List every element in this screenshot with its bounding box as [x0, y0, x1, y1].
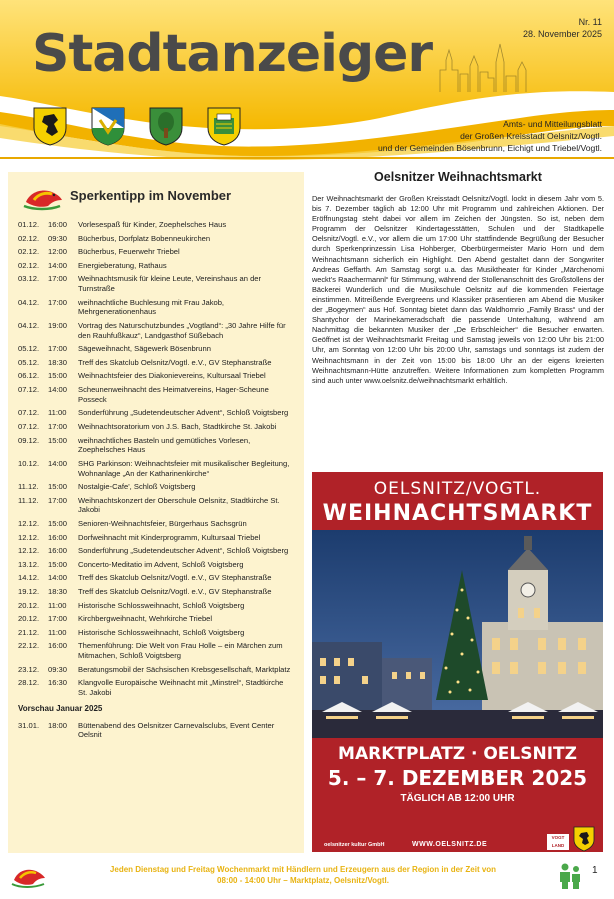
- event-date: 04.12.: [18, 297, 40, 307]
- sperk-bird-icon: [20, 180, 66, 212]
- event-description: weihnachtliche Buchlesung mit Frau Jakob, Mehrgenerationenhaus: [78, 297, 225, 317]
- event-item: [18, 628, 294, 638]
- event-description: Nostalgie-Cafe', Schloß Voigtsberg: [78, 482, 196, 492]
- event-date: 10.12.: [18, 458, 40, 468]
- event-time: 16:00: [48, 220, 68, 229]
- event-item: [18, 298, 294, 317]
- event-item: [18, 261, 294, 271]
- event-item: [18, 519, 294, 529]
- event-item: [18, 385, 294, 404]
- event-description: Klangvolle Europäische Weihnacht mit „Minstrel“, Stadtkirche St. Jakobi: [78, 678, 284, 697]
- event-date: 05.12.: [18, 344, 40, 354]
- event-description: Weihnachtsfeier des Diakonievereins, Kultursaal Triebel: [78, 371, 266, 381]
- event-item: [18, 546, 294, 556]
- event-description: Sonderführung „Sudetendeutscher Advent“, Schloß Voigtsberg: [78, 408, 289, 418]
- event-time: 17:00: [48, 297, 68, 307]
- event-date: 21.12.: [18, 627, 40, 637]
- event-item: [18, 436, 294, 455]
- event-description: Weihnachtsoratorium von J.S. Bach, Stadtkirche St. Jakobi: [78, 421, 277, 431]
- preview-title: Vorschau Januar 2025: [18, 703, 103, 713]
- event-date: 01.12.: [18, 220, 40, 229]
- event-date: 20.12.: [18, 614, 40, 624]
- poster-header: [312, 472, 603, 530]
- event-item: [18, 614, 294, 624]
- event-description: Weihnachtskonzert der Oberschule Oelsnitz, Stadtkirche St. Jakobi: [78, 495, 280, 515]
- event-item: [18, 371, 294, 381]
- subtitle-line: Amts- und Mitteilungsblatt: [503, 119, 602, 129]
- event-description: SHG Parkinson: Weihnachtsfeier mit musikalischer Begleitung, Wohnanlage „An der Katharinenkirche“: [78, 458, 290, 478]
- event-item: [18, 601, 294, 611]
- event-time: 11:00: [48, 408, 67, 418]
- page-number: 1: [592, 865, 598, 876]
- event-description: Senioren-Weihnachtsfeier, Bürgerhaus Sachsgrün: [78, 519, 247, 529]
- event-description: Treff des Skatclub Oelsnitz/Vogtl. e.V., GV Stephanstraße: [78, 573, 272, 583]
- vogtland-logo-text: LAND: [551, 843, 565, 848]
- event-time: 18:30: [48, 357, 68, 367]
- event-list: [18, 220, 294, 698]
- event-description: Bücherbus, Dorfplatz Bobenneukirchen: [78, 233, 211, 243]
- poster-location: MARKTPLATZ · OELSNITZ: [338, 744, 577, 764]
- event-item: [18, 358, 294, 368]
- event-description: Kirchbergweihnacht, Wehrkirche Triebel: [78, 614, 213, 624]
- masthead-title: Stadtanzeiger: [32, 24, 433, 84]
- event-description: Vortrag des Naturschutzbundes „Vogtland“: „30 Jahre Hilfe für den Rauhfußkauz“, Landgasthof Süßebach: [78, 320, 286, 340]
- event-description: Energieberatung, Rathaus: [78, 260, 167, 270]
- event-item: [18, 344, 294, 354]
- event-description: Treff des Skatclub Oelsnitz/Vogtl. e.V., GV Stephanstraße: [78, 586, 272, 596]
- event-description: Treff des Skatclub Oelsnitz/Vogtl. e.V., GV Stephanstraße: [78, 357, 272, 367]
- masthead-subtitle: [378, 118, 602, 154]
- event-time: 18:00: [48, 720, 68, 730]
- event-time: 18:30: [48, 586, 68, 596]
- event-date: 07.12.: [18, 421, 40, 431]
- event-time: 11:00: [48, 600, 67, 610]
- event-date: 13.12.: [18, 559, 40, 569]
- event-item: [18, 274, 294, 293]
- town-hall-night-image: [312, 530, 603, 738]
- event-time: 11:00: [48, 627, 67, 637]
- event-time: 17:00: [48, 344, 68, 354]
- event-item: [18, 587, 294, 597]
- event-item: [18, 247, 294, 257]
- event-time: 16:00: [48, 532, 68, 542]
- event-date: 12.12.: [18, 546, 40, 556]
- event-time: 19:00: [48, 320, 68, 330]
- subtitle-line: der Großen Kreisstadt Oelsnitz/Vogtl.: [460, 131, 602, 141]
- article-body: Der Weihnachtsmarkt der Großen Kreisstadt Oelsnitz/Vogtl. lockt in diesem Jahr vom 5. bis 7. Dezember täglich ab 12:00 Uhr mit Programm und zahlreichen Aktionen. Der Eröffnungstag steht dabei vor allem im Zeichen der Jüngsten. So ist, neben dem Programm der Oelsnitzer Kindertagesstätten, Schulen und der Stadtkapelle Oelsnitz/Vogtl. e.V., vor allem die um 17:00 Uhr stattfindende Begrüßung der Besucher durch Sperkenprinzessin Lisa Hohberger, Oberbürgermeister Mario Horn und dem Weihnachtsmann sicherlich ein Highlight. Den Abend gestaltet dann der Songwriter Andreas Geffarth. Am Samstag sorgt u.a. das Musiktheater für Kinder „Märchenomi weckt’s Raachermannl“ für Stimmung, während der Stollenanschnitt des Großstollens der Bäckerei Wunderlich und die Musikschule Oelsnitz auf die kommenden Feiertage einstimmen. Mitreißende Evergreens und Klassiker präsentieren am Abend die Musiker der „Bogeymen“ aus Hof. Sonntag bietet dann das Waldhornrio „Family Brass“ und der Shantychor der Marinekameradschaft die passende Unterhaltung, während am Nachmittag die bekannten Musiker der „De Erbschleicher“ die Besucher erwarten. Geöffnet ist der Weihnachtsmarkt Freitag und Samstag jeweils von 12:00 Uhr bis 21:00 Uhr, am Sonntag von 12:00 Uhr bis 20:00 Uhr, samstags und sonntags ist zudem der Weihnachtsmann in der Zeit von 15:00 bis 18:00 Uhr an der eigens kreierten Weihnachtsmann-Hütte anzutreffen. Weitere Informationen zum kompletten Programm sind auch unter www.oelsnitz.de/weihnachtsmarkt erhältlich.: [312, 194, 604, 385]
- event-time: 16:30: [48, 678, 68, 688]
- event-date: 02.12.: [18, 247, 40, 257]
- event-date: 11.12.: [18, 482, 39, 492]
- event-date: 28.12.: [18, 678, 40, 688]
- event-date: 04.12.: [18, 320, 40, 330]
- event-time: 15:00: [48, 482, 68, 492]
- event-item: [18, 422, 294, 432]
- event-item: [18, 665, 294, 675]
- event-calendar: [8, 172, 304, 853]
- event-description: Beratungsmobil der Sächsischen Krebsgesellschaft, Marktplatz: [78, 664, 291, 674]
- event-time: 09:30: [48, 664, 68, 674]
- event-item: [18, 482, 294, 492]
- event-description: Vorlesespaß für Kinder, Zoephelsches Haus: [78, 220, 227, 229]
- calendar-title: Sperkentipp im November: [70, 188, 232, 203]
- event-time: 16:00: [48, 546, 68, 556]
- people-icon: [558, 862, 582, 890]
- event-time: 14:00: [48, 458, 68, 468]
- event-date: 14.12.: [18, 573, 40, 583]
- poster-website[interactable]: WWW.OELSNITZ.DE: [412, 841, 488, 848]
- event-time: 15:00: [48, 559, 68, 569]
- event-description: Dorfweihnacht mit Kinderprogramm, Kultursaal Triebel: [78, 532, 261, 542]
- event-item: [18, 573, 294, 583]
- event-date: 07.12.: [18, 408, 40, 418]
- event-date: 06.12.: [18, 371, 40, 381]
- event-date: 12.12.: [18, 519, 40, 529]
- event-date: 12.12.: [18, 532, 40, 542]
- oelsnitz-crest-icon: [32, 106, 68, 146]
- issue-date: 28. November 2025: [522, 29, 602, 39]
- event-item: [18, 721, 294, 740]
- event-date: 22.12.: [18, 641, 40, 651]
- poster-photo: [312, 530, 603, 738]
- event-item: [18, 496, 294, 515]
- event-time: 16:00: [48, 641, 68, 651]
- poster-dates: 5. – 7. DEZEMBER 2025: [327, 766, 588, 790]
- event-item: [18, 641, 294, 660]
- event-time: 17:00: [48, 274, 68, 284]
- event-date: 23.12.: [18, 664, 40, 674]
- event-item: [18, 234, 294, 244]
- event-time: 15:00: [48, 519, 68, 529]
- event-date: 03.12.: [18, 274, 40, 284]
- event-item: [18, 678, 294, 697]
- article-title: Oelsnitzer Weihnachtsmarkt: [374, 170, 542, 184]
- event-description: Concerto-Meditatio im Advent, Schloß Voigtsberg: [78, 559, 244, 569]
- issue-number: Nr. 11: [578, 17, 602, 27]
- event-item: [18, 321, 294, 340]
- event-date: 07.12.: [18, 385, 40, 395]
- page-footer: [0, 858, 614, 899]
- issue-info: [523, 16, 602, 40]
- market-notice: [60, 864, 546, 886]
- oelsnitz-crest-small-icon: [573, 826, 595, 852]
- event-description: Scheunenweihnacht des Heimatvereins, Hager-Scheune Posseck: [78, 385, 269, 404]
- event-time: 15:00: [48, 435, 68, 445]
- event-description: Historische Schlossweihnacht, Schloß Voigtsberg: [78, 627, 245, 637]
- event-date: 11.12.: [18, 495, 39, 505]
- municipal-crests: [32, 106, 242, 146]
- boesenbrunn-crest-icon: [90, 106, 126, 146]
- event-description: Sägeweihnacht, Sägewerk Bösenbrunn: [78, 344, 211, 354]
- event-description: Weihnachtsmusik für kleine Leute, Vereinshaus an der Turnstraße: [78, 274, 262, 294]
- event-time: 12:00: [48, 247, 68, 257]
- eichigt-crest-icon: [148, 106, 184, 146]
- event-time: 17:00: [48, 614, 68, 624]
- preview-event-list: [18, 721, 294, 740]
- event-description: weihnachtliches Basteln und gemütliches Vorlesen, Zoephelsches Haus: [78, 435, 251, 455]
- article: [312, 166, 604, 386]
- event-item: [18, 533, 294, 543]
- event-time: 14:00: [48, 385, 68, 395]
- vogtland-logo-text: VOGT: [551, 835, 565, 840]
- event-time: 09:30: [48, 233, 68, 243]
- masthead: [0, 0, 614, 160]
- christmas-market-poster: [312, 472, 603, 852]
- event-description: Historische Schlossweihnacht, Schloß Voigtsberg: [78, 600, 245, 610]
- event-time: 17:00: [48, 495, 68, 505]
- event-description: Büttenabend des Oelsnitzer Carnevalsclubs, Event Center Oelsnit: [78, 720, 275, 740]
- event-date: 31.01.: [18, 720, 40, 730]
- event-item: [18, 408, 294, 418]
- poster-opening-time: TÄGLICH AB 12:00 UHR: [400, 793, 515, 804]
- sperk-bird-footer-icon: [8, 860, 48, 890]
- market-notice-line: 08:00 - 14:00 Uhr – Marktplatz, Oelsnitz/Vogtl.: [217, 876, 389, 885]
- market-notice-line: Jeden Dienstag und Freitag Wochenmarkt mit Händlern und Erzeugern aus der Region in der Zeit von: [109, 865, 497, 874]
- poster-event-name: WEIHNACHTSMARKT: [322, 501, 593, 526]
- event-date: 02.12.: [18, 260, 40, 270]
- calendar-header: [18, 180, 294, 218]
- event-date: 09.12.: [18, 435, 40, 445]
- event-item: [18, 220, 294, 230]
- poster-town: OELSNITZ/VOGTL.: [373, 479, 542, 499]
- kultur-brand-label: oelsnitzer kultur GmbH: [324, 842, 385, 848]
- subtitle-line: und der Gemeinden Bösenbrunn, Eichigt und Triebel/Vogtl.: [377, 143, 602, 153]
- vogtland-logo: [547, 834, 569, 850]
- event-time: 15:00: [48, 371, 68, 381]
- event-time: 17:00: [48, 421, 68, 431]
- event-description: Sonderführung „Sudetendeutscher Advent“, Schloß Voigtsberg: [78, 546, 289, 556]
- event-date: 20.12.: [18, 600, 40, 610]
- triebel-crest-icon: [206, 106, 242, 146]
- event-date: 02.12.: [18, 233, 40, 243]
- event-date: 05.12.: [18, 357, 40, 367]
- event-time: 14:00: [48, 573, 68, 583]
- event-description: Themenführung: Die Welt von Frau Holle – ein Märchen zum Mitmachen, Schloß Voigtsberg: [78, 641, 283, 661]
- event-time: 14:00: [48, 260, 68, 270]
- event-item: [18, 560, 294, 570]
- event-date: 19.12.: [18, 586, 40, 596]
- event-item: [18, 459, 294, 478]
- event-description: Bücherbus, Feuerwehr Triebel: [78, 247, 180, 257]
